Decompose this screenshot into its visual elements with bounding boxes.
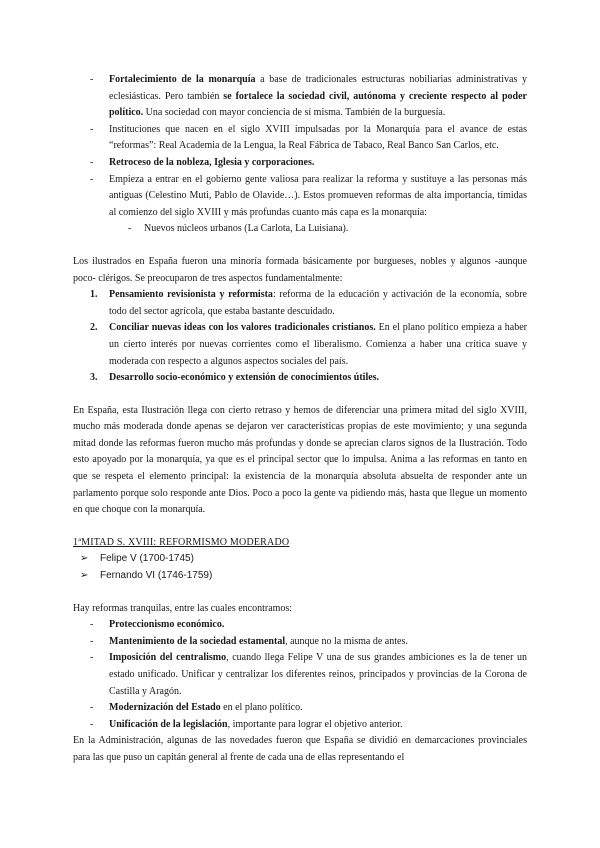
dash-bullet: - (90, 156, 94, 168)
numbered-list (73, 287, 527, 387)
paragraph-ilustrados: Los ilustrados en España fueron una minoría formada básicamente por burgueses, nobles y algunos -aunque poco- clérigos. Se preocuparon de tres aspectos fundamentalmente: (73, 255, 527, 284)
paragraph-administracion: En la Administración, algunas de las novedades fueron que España se dividió en demarcaciones provinciales para las que puso un capitán general al frente de cada una de ellas representando el (73, 735, 527, 763)
list-item: - Retroceso de la nobleza, Iglesia y corporaciones. (73, 155, 527, 172)
paragraph-espana: En España, esta Ilustración llega con cierto retraso y hemos de diferenciar una primera mitad del siglo XVIII, mucho más moderada donde apenas se dejaron ver características propias de este movimiento; y una segunda mitad donde las reformas fueron mucho más profundas y donde se aprecian claros signos de la Ilustración. Todo esto apoyado por la monarquía, ya que es el principal sector que lo impulsa. Anima a las reformas en tanto en que se respeta el elemento principal: la existencia de la monarquía absoluta absuelta de responder ante un parlamento porque solo responde ante Dios. Poco a poco la gente va pidiendo más, hasta que llegue un momento en que choque con la monarquía. (73, 404, 527, 516)
document-body (73, 72, 527, 767)
list-item: ➢ Felipe V (1700-1745) (73, 551, 527, 568)
dash-bullet: - (90, 619, 94, 631)
list-item: - Modernización del Estado en el plano político. (73, 700, 527, 717)
arrow-bullet-icon: ➢ (80, 570, 89, 582)
list-item: - Unificación de la legislación, importante para lograr el objetivo anterior. (73, 717, 527, 734)
list-item: - Mantenimiento de la sociedad estamental, aunque no la misma de antes. (73, 634, 527, 651)
list-item: - Fortalecimiento de la monarquía a base de tradicionales estructuras nobiliarias administrativas y eclesiásticas. Pero también se fortalece la sociedad civil, autónoma y creciente respecto al poder político. Una sociedad con mayor conciencia de sí misma. También de la burguesía. (73, 72, 527, 122)
list-item: 1. Pensamiento revisionista y reformista: reforma de la educación y activación de la economía, sobre todo del sector agrícola, que estaba bastante descuidado. (90, 289, 527, 317)
dash-bullet: - (90, 123, 94, 135)
list-item: - Empieza a entrar en el gobierno gente valiosa para realizar la reforma y sustituye a las personas más antiguas (Celestino Muti, Pablo de Olavide…). Estos promueven reformas de alta importancia, tímidas al comienzo del siglo XVIII y más profundas cuanto más capa es la monarquía: (73, 172, 527, 222)
dash-bullet: - (128, 223, 132, 235)
list-item: ➢ Fernando VI (1746-1759) (73, 568, 527, 585)
dash-bullet: - (90, 635, 94, 647)
list-item: 2. Conciliar nuevas ideas con los valores tradicionales cristianos. En el plano político empieza a haber un cierto interés por nuevas corrientes como el liberalismo. Comienza a haber una crítica suave y moderada con respecto a algunos aspectos sociales del país. (90, 322, 527, 367)
dash-bullet: - (90, 718, 94, 730)
list-item: - Proteccionismo económico. (73, 617, 527, 634)
section-heading: 1ªMITAD S. XVIII: REFORMISMO MODERADO (73, 536, 290, 548)
list-item: - Imposición del centralismo, cuando llega Felipe V una de sus grandes ambiciones es la de tener un estado unificado. Unificar y centralizar los diferentes reinos, principados y provincias de la Corona de Castilla y Aragón. (73, 650, 527, 700)
monarch-list (73, 551, 527, 584)
top-bullet-list (73, 72, 527, 238)
dash-bullet: - (90, 173, 94, 185)
list-item: - Instituciones que nacen en el siglo XVIII impulsadas por la Monarquía para el avance de estas “reformas”: Real Academia de la Lengua, la Real Fábrica de Tabaco, Real Banco San Carlos, etc. (73, 122, 527, 155)
dash-bullet: - (90, 702, 94, 714)
list-item: 3. Desarrollo socio-económico y extensión de conocimientos útiles. (90, 372, 380, 384)
sub-list-item: - Nuevos núcleos urbanos (La Carlota, La Luisiana). (73, 221, 527, 238)
dash-bullet: - (90, 652, 94, 664)
arrow-bullet-icon: ➢ (80, 553, 89, 565)
paragraph-reformas: Hay reformas tranquilas, entre las cuales encontramos: (73, 602, 293, 614)
dash-bullet: - (90, 74, 94, 85)
reforms-bullet-list (73, 617, 527, 733)
